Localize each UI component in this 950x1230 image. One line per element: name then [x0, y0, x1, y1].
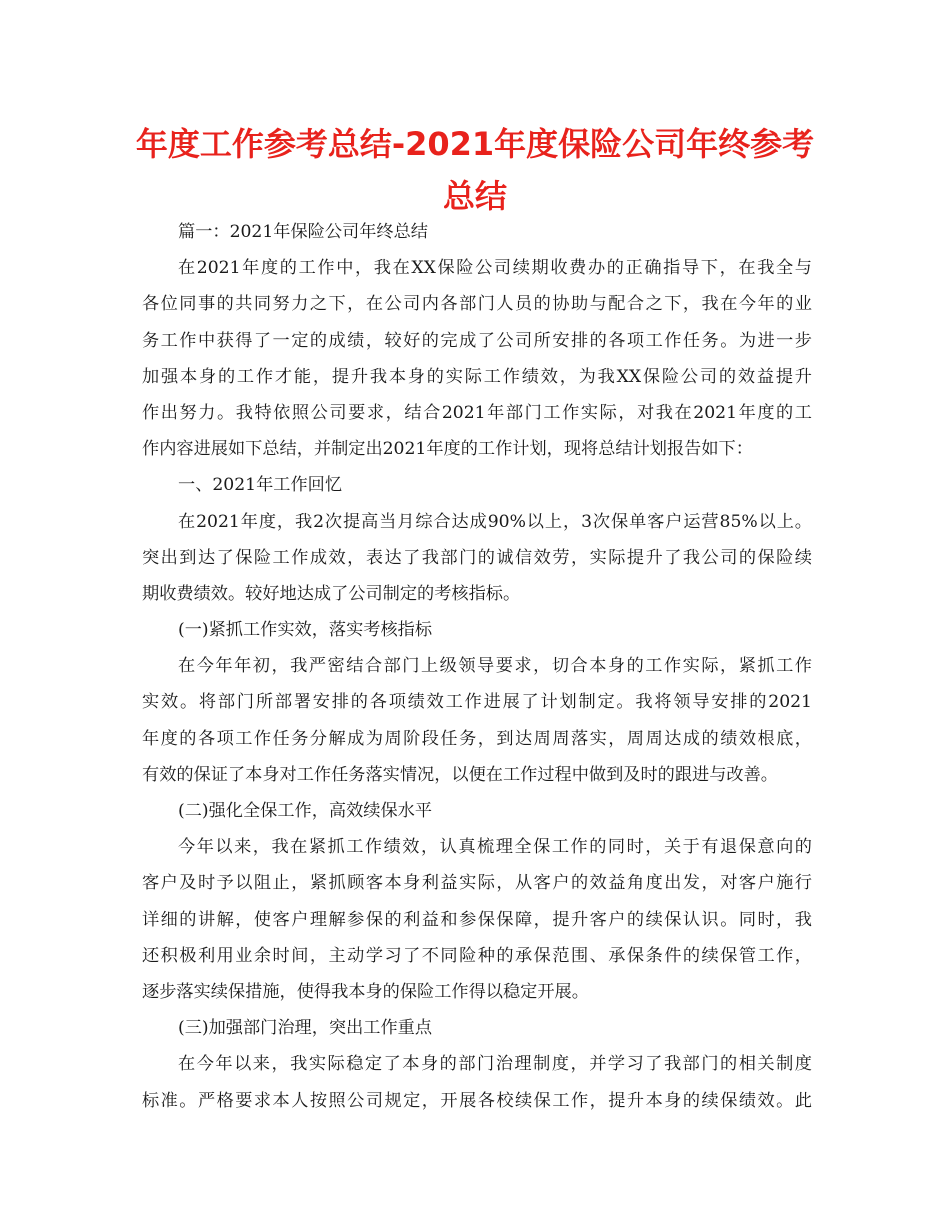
paragraph-line: 务工作中获得了一定的成绩，较好的完成了公司所安排的各项工作任务。为进一步 [142, 330, 812, 351]
paragraph-line: 今年以来，我在紧抓工作绩效，认真梳理全保工作的同时，关于有退保意向的 [178, 837, 812, 858]
section-heading: (三)加强部门治理，突出工作重点 [178, 1018, 433, 1039]
section-heading: 一、2021年工作回忆 [178, 475, 343, 496]
paragraph-line: 年度的各项工作任务分解成为周阶段任务，到达周周落实，周周达成的绩效根底， [142, 728, 812, 749]
paragraph-line: 实效。将部门所部署安排的各项绩效工作进展了计划制定。我将领导安排的2021 [142, 692, 812, 713]
paragraph-line: 在2021年度的工作中，我在XX保险公司续期收费办的正确指导下，在我全与 [178, 258, 812, 279]
paragraph-line: 在今年以来，我实际稳定了本身的部门治理制度，并学习了我部门的相关制度 [178, 1054, 812, 1075]
paragraph-line: 还积极利用业余时间，主动学习了不同险种的承保范围、承保条件的续保管工作， [142, 945, 812, 966]
section-heading: 篇一：2021年保险公司年终总结 [178, 222, 428, 242]
paragraph-line: 加强本身的工作才能，提升我本身的实际工作绩效，为我XX保险公司的效益提升 [142, 366, 812, 387]
paragraph-line: 在今年年初，我严密结合部门上级领导要求，切合本身的工作实际，紧抓工作 [178, 656, 812, 677]
paragraph-line: 客户及时予以阻止，紧抓顾客本身利益实际，从客户的效益角度出发，对客户施行 [142, 873, 812, 894]
paragraph-line: 各位同事的共同努力之下，在公司内各部门人员的协助与配合之下，我在今年的业 [142, 294, 812, 315]
paragraph-line: 有效的保证了本身对工作任务落实情况，以便在工作过程中做到及时的跟进与改善。 [142, 764, 778, 785]
paragraph-line: 突出到达了保险工作成效，表达了我部门的诚信效劳，实际提升了我公司的保险续 [142, 547, 812, 568]
paragraph-line: 作内容进展如下总结，并制定出2021年度的工作计划，现将总结计划报告如下： [142, 439, 753, 460]
paragraph-line: 逐步落实续保措施，使得我本身的保险工作得以稳定开展。 [142, 981, 589, 1002]
paragraph-line: 期收费绩效。较好地达成了公司制定的考核指标。 [142, 583, 521, 604]
section-heading: (二)强化全保工作，高效续保水平 [178, 801, 433, 821]
paragraph-line: 在2021年度，我2次提高当月综合达成90%以上，3次保单客户运营85%以上。 [178, 511, 812, 532]
document-title: 年度工作参考总结-2021年度保险公司年终参考总结 [135, 125, 815, 215]
paragraph-line: 标准。严格要求本人按照公司规定，开展各校续保工作，提升本身的续保绩效。此 [142, 1090, 812, 1111]
paragraph-line: 作出努力。我特依照公司要求，结合2021年部门工作实际，对我在2021年度的工 [142, 402, 812, 423]
document-body [142, 214, 812, 1119]
paragraph-line: 详细的讲解，使客户理解参保的利益和参保保障，提升客户的续保认识。同时，我 [142, 909, 812, 930]
section-heading: (一)紧抓工作实效，落实考核指标 [178, 620, 433, 641]
